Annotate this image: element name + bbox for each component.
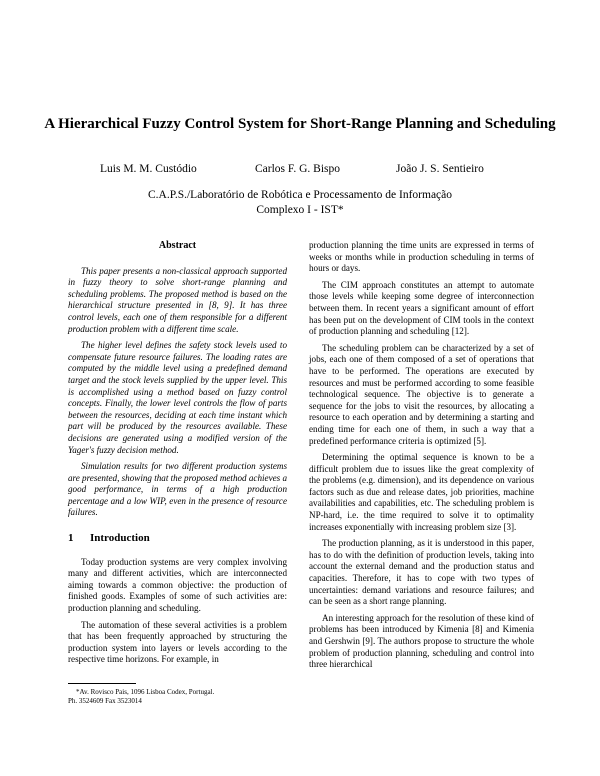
section-number: 1	[68, 532, 74, 545]
footnote	[68, 683, 287, 706]
author-name: Luis M. M. Custódio	[100, 163, 197, 175]
body-paragraph: Determining the optimal sequence is known to be a difficult problem due to issues like the great complexity of the problems (e.g. dimension), and its dependence on various factors such as due and release dates, job priorities, machine availabilities and capabilities, etc. The scheduling problem is NP-hard, i.e. the time required to solve it to optimality increases exponentially with increasing problem size [3].	[309, 452, 534, 532]
body-paragraph: An interesting approach for the resolution of these kind of problems has been introduced by Kimenia [8] and Kimenia and Gershwin [9]. The authors propose to structure the whole problem of production planning, scheduling and control into three hierarchical	[309, 612, 534, 670]
author-name: João J. S. Sentieiro	[396, 163, 484, 175]
footnote-line: *Av. Rovisco Pais, 1096 Lisboa Codex, Portugal.	[76, 688, 215, 696]
affiliation-line: Complexo I - IST*	[256, 204, 344, 216]
left-column	[68, 240, 287, 671]
body-paragraph: production planning the time units are expressed in terms of weeks or months while in production scheduling in terms of hours or days.	[309, 240, 534, 274]
affiliation-line: C.A.P.S./Laboratório de Robótica e Processamento de Informação	[147, 189, 453, 201]
abstract-heading: Abstract	[158, 240, 197, 251]
section-heading	[68, 533, 287, 545]
body-paragraph: Today production systems are very complex involving many and different activities, which are interconnected aiming towards a common objective: the production of finished goods. Examples of some of such activities are: production planning and scheduling.	[68, 556, 287, 614]
paper-title: A Hierarchical Fuzzy Control System for Short-Range Planning and Scheduling	[44, 116, 556, 132]
abstract	[68, 266, 287, 519]
body-paragraph: The automation of these several activities is a problem that has been frequently approached by structuring the production system into layers or levels according to the respective time horizons. For example, in	[68, 619, 287, 665]
section-title: Introduction	[90, 532, 150, 545]
right-column	[309, 240, 534, 676]
footnote-rule	[68, 683, 136, 684]
body-paragraph: The scheduling problem can be characterized by a set of jobs, each one of them composed of a set of operations that have to be performed. The operations are executed by resources and must be performed according to some feasible technological sequence. The objective is to generate a sequence for the jobs to visit the resources, by allocating a resource to each operation and by determining a starting and ending time for each one of them, in such a way that a predefined performance criteria is optimized [5].	[309, 342, 534, 446]
abstract-paragraph: Simulation results for two different production systems are presented, showing that the proposed method achieves a good performance, in terms of a high production percentage and a low WIP, even in the presence of resource failures.	[68, 461, 287, 518]
author-name: Carlos F. G. Bispo	[255, 163, 341, 175]
abstract-paragraph: This paper presents a non-classical approach supported in fuzzy theory to solve short-range planning and scheduling problems. The proposed method is based on the hierarchical structure presented in [8, 9]. It has three control levels, each one of them responsible for a different production problem with a different time scale.	[68, 265, 287, 334]
body-paragraph: The CIM approach constitutes an attempt to automate those levels while keeping some degree of interconnection between them. In recent years a significant amount of effort has been put on the development of CIM tools in the context of production planning and scheduling [12].	[309, 279, 534, 337]
affiliation	[0, 188, 600, 218]
footnote-line: Ph. 3524609 Fax 3523014	[68, 697, 142, 705]
body-paragraph: The production planning, as it is understood in this paper, has to do with the definition of production levels, taking into account the external demand and the production status and capacities. Therefore, it has to cope with two types of uncertainties: demand variations and resource failures; and can be seen as a short range planning.	[309, 538, 534, 607]
abstract-paragraph: The higher level defines the safety stock levels used to compensate future resource failures. The loading rates are computed by the middle level using a predefined demand target and the stock levels supplied by the upper level. This is accomplished using a method based on fuzzy control concepts. Finally, the lower level controls the flow of parts between the resources, deciding at each time instant which part will be produced by the resources available. These decisions are generated using a modified version of the Yager's fuzzy decision method.	[68, 340, 287, 455]
